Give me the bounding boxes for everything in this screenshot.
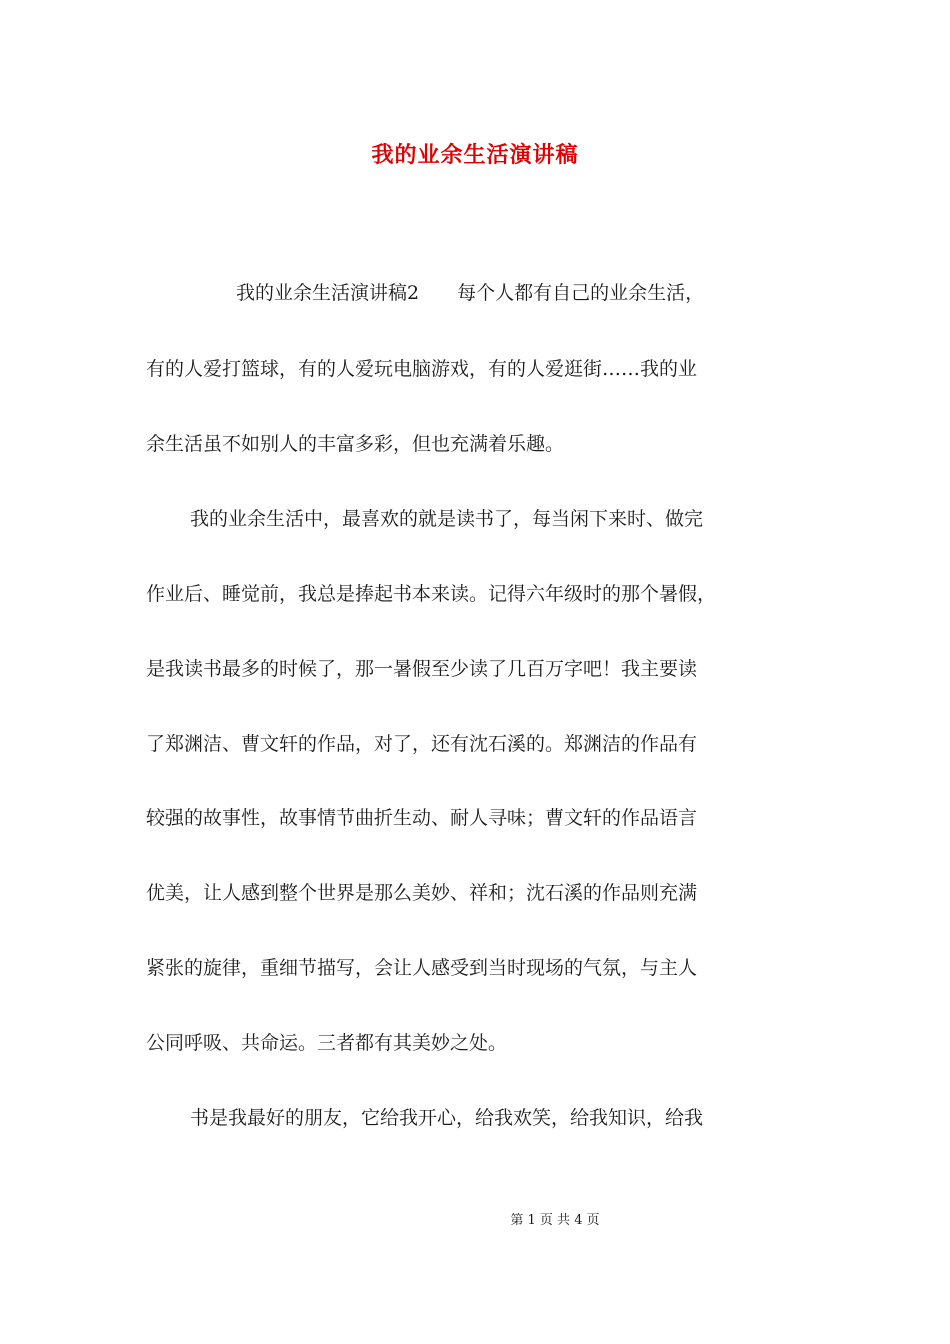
text-line-12: 书是我最好的朋友，它给我开心，给我欢笑，给我知识，给我	[190, 1107, 704, 1129]
text-line-3: 余生活虽不如别人的丰富多彩，但也充满着乐趣。	[146, 433, 565, 455]
text-line-5: 作业后、睡觉前，我总是捧起书本来读。记得六年级时的那个暑假，	[146, 583, 717, 605]
text-line-7: 了郑渊洁、曹文轩的作品，对了，还有沈石溪的。郑渊洁的作品有	[146, 733, 698, 755]
text-line-1: 我的业余生活演讲稿2 每个人都有自己的业余生活，	[236, 282, 705, 304]
document-title: 我的业余生活演讲稿	[371, 142, 579, 168]
text-line-8: 较强的故事性，故事情节曲折生动、耐人寻味；曹文轩的作品语言	[146, 807, 698, 829]
text-line-10: 紧张的旋律，重细节描写，会让人感受到当时现场的气氛，与主人	[146, 957, 698, 979]
text-line-6: 是我读书最多的时候了，那一暑假至少读了几百万字吧！我主要读	[146, 658, 698, 680]
text-line-11: 公同呼吸、共命运。三者都有其美妙之处。	[146, 1032, 508, 1054]
page-number-footer: 第 1 页 共 4 页	[510, 1213, 600, 1228]
text-line-4: 我的业余生活中，最喜欢的就是读书了，每当闲下来时、做完	[190, 508, 704, 530]
text-line-2: 有的人爱打篮球，有的人爱玩电脑游戏，有的人爱逛街……我的业	[146, 358, 698, 380]
text-line-9: 优美，让人感到整个世界是那么美妙、祥和；沈石溪的作品则充满	[146, 882, 698, 904]
